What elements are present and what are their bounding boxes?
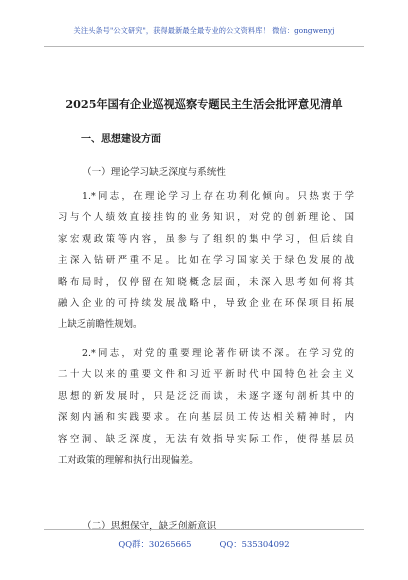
paragraph-line: 深刻内涵和实践要求。在向基层员工传达相关精神时，内	[58, 412, 354, 424]
paragraph-line: 思想的新发展时，只是泛泛而读，未逐字逐句剖析其中的	[58, 390, 354, 402]
paragraph-line: 上缺乏前瞻性规划。	[58, 319, 143, 331]
paragraph-line: 略布局时，仅停留在知晓概念层面，未深入思考如何将其	[58, 276, 354, 288]
paragraph-line: 2.*同志，对党的重要理论著作研读不深。在学习党的	[82, 348, 354, 359]
paragraph-line: 融入企业的可持续发展战略中，导致企业在环保项目拓展	[58, 297, 354, 309]
paragraph-line: 工对政策的理解和执行出现偏差。	[58, 454, 199, 466]
paragraph-line: 二十大以来的重要文件和习近平新时代中国特色社会主义	[58, 369, 354, 381]
paragraph-line: 家宏观政策等内容，虽参与了组织的集中学习，但后续自	[58, 233, 354, 245]
paragraph-line: 容空洞、缺乏深度，无法有效指导实际工作，使得基层员	[58, 433, 354, 445]
footer-qq-group: QQ群：30265665	[118, 539, 192, 549]
paragraph-line: 习与个人绩效直接挂钩的业务知识，对党的创新理论、国	[58, 212, 354, 224]
paragraph-line: 主深入钻研严重不足。比如在学习国家关于绿色发展的战	[58, 255, 354, 267]
section-heading-ideology: 一、思想建设方面	[81, 134, 161, 145]
paragraph-1	[58, 186, 354, 336]
paragraph-2	[58, 343, 354, 471]
footer-divider	[44, 529, 364, 530]
header-banner: 关注头条号"公文研究"，获得最新最全最专业的公文资料库！ 微信：gongwenyj	[73, 26, 335, 35]
subsection-heading-theory-study: （一）理论学习缺乏深度与系统性	[82, 167, 226, 178]
header-divider	[44, 46, 364, 47]
subsection-heading-innovation: （二）思想保守，缺乏创新意识	[82, 521, 217, 532]
footer-qq-number: QQ：535304092	[219, 539, 290, 549]
footer-contact	[0, 538, 408, 550]
paragraph-line: 1.*同志，在理论学习上存在功利化倾向。只热衷于学	[82, 191, 354, 202]
document-title: 2025年国有企业巡视巡察专题民主生活会批评意见清单	[65, 97, 343, 111]
